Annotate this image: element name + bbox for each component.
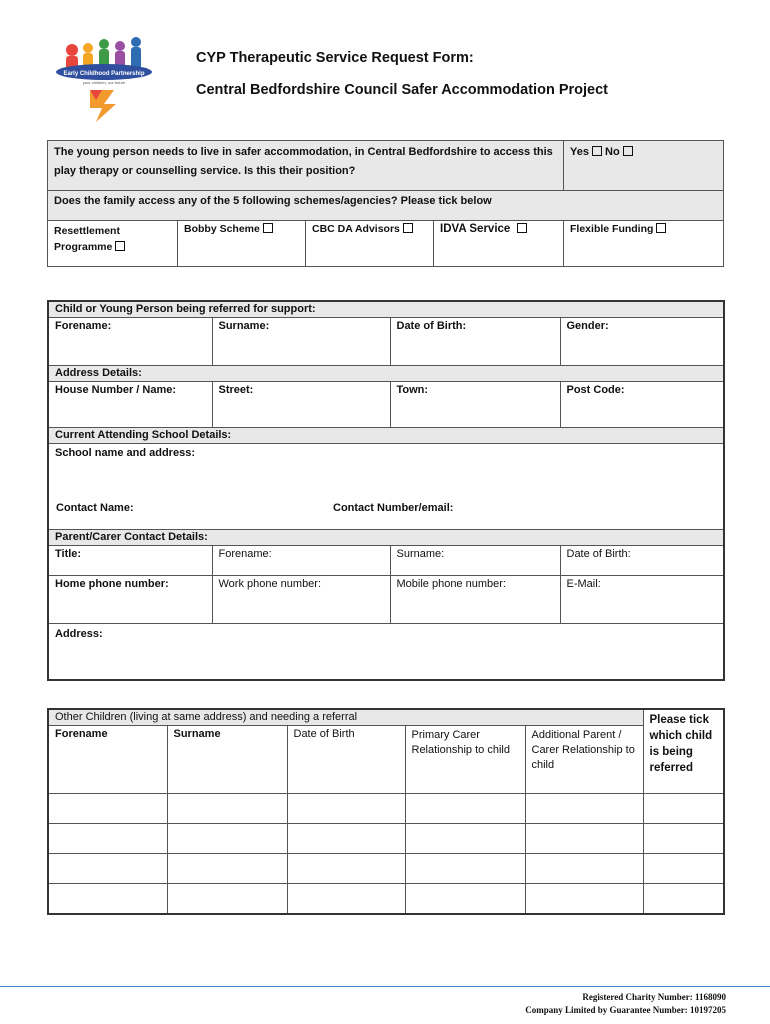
address-heading: Address Details: — [48, 366, 724, 382]
child-dob[interactable]: Date of Birth: — [390, 318, 560, 366]
carer-heading: Parent/Carer Contact Details: — [48, 530, 724, 546]
idva-checkbox[interactable] — [517, 223, 527, 233]
school-heading: Current Attending School Details: — [48, 428, 724, 444]
cell[interactable] — [167, 884, 287, 914]
tick-cell[interactable] — [643, 794, 724, 824]
cell[interactable] — [405, 824, 525, 854]
form-title: CYP Therapeutic Service Request Form: — [196, 50, 474, 66]
other-children-table — [47, 708, 725, 915]
cell[interactable] — [525, 824, 643, 854]
table-row — [48, 854, 724, 884]
cell[interactable] — [287, 884, 405, 914]
footer-divider — [0, 986, 770, 987]
tick-column-header: Please tick which child is being referred — [643, 709, 724, 794]
tick-cell[interactable] — [643, 884, 724, 914]
flexible-checkbox[interactable] — [656, 223, 666, 233]
mobile-phone-field[interactable]: Mobile phone number: — [390, 576, 560, 624]
carer-address-field[interactable]: Address: — [48, 624, 724, 680]
school-name-label: School name and address: — [55, 447, 195, 459]
col-additional-parent: Additional Parent / Carer Relationship to child — [525, 726, 643, 794]
no-label: No — [605, 146, 620, 158]
cell[interactable] — [405, 854, 525, 884]
no-checkbox[interactable] — [623, 146, 633, 156]
cell[interactable] — [48, 854, 167, 884]
cell[interactable] — [48, 824, 167, 854]
carer-dob-field[interactable]: Date of Birth: — [560, 546, 724, 576]
cbc-checkbox[interactable] — [403, 223, 413, 233]
eligibility-table — [47, 140, 724, 267]
home-phone-field[interactable]: Home phone number: — [48, 576, 212, 624]
cell[interactable] — [405, 794, 525, 824]
cell[interactable] — [287, 824, 405, 854]
cell[interactable] — [405, 884, 525, 914]
table-row — [48, 794, 724, 824]
contact-number-label: Contact Number/email: — [333, 502, 454, 514]
child-gender[interactable]: Gender: — [560, 318, 724, 366]
contact-name-label: Contact Name: — [56, 502, 134, 514]
schemes-question: Does the family access any of the 5 following schemes/agencies? Please tick below — [48, 191, 724, 221]
yes-checkbox[interactable] — [592, 146, 602, 156]
postcode-field[interactable]: Post Code: — [560, 382, 724, 428]
cell[interactable] — [525, 794, 643, 824]
col-forename: Forename — [48, 726, 167, 794]
child-surname[interactable]: Surname: — [212, 318, 390, 366]
referral-table — [47, 300, 725, 681]
cell[interactable] — [167, 854, 287, 884]
scheme-cbc: CBC DA Advisors — [306, 221, 434, 267]
carer-forename-field[interactable]: Forename: — [212, 546, 390, 576]
cell[interactable] — [48, 884, 167, 914]
scheme-flexible: Flexible Funding — [564, 221, 724, 267]
cell[interactable] — [167, 824, 287, 854]
table-row — [48, 824, 724, 854]
bobby-checkbox[interactable] — [263, 223, 273, 233]
svg-text:your children, our future: your children, our future — [82, 80, 126, 85]
others-heading: Other Children (living at same address) and needing a referral — [48, 709, 643, 726]
cell[interactable] — [48, 794, 167, 824]
partnership-logo — [52, 28, 160, 124]
cell[interactable] — [287, 794, 405, 824]
charity-number: Registered Charity Number: 1168090 — [582, 992, 726, 1002]
scheme-idva: IDVA Service — [434, 221, 564, 267]
eligibility-question: The young person needs to live in safer accommodation, in Central Bedfordshire to access this play therapy or counselling service. Is this their position? — [48, 141, 564, 191]
svg-text:Early Childhood Partnership: Early Childhood Partnership — [63, 71, 145, 77]
yes-label: Yes — [570, 146, 589, 158]
tick-cell[interactable] — [643, 854, 724, 884]
yes-no-cell — [564, 141, 724, 191]
email-field[interactable]: E-Mail: — [560, 576, 724, 624]
form-subtitle: Central Bedfordshire Council Safer Accommodation Project — [196, 82, 608, 98]
town-field[interactable]: Town: — [390, 382, 560, 428]
col-dob: Date of Birth — [287, 726, 405, 794]
child-heading: Child or Young Person being referred for support: — [48, 301, 724, 318]
cell[interactable] — [167, 794, 287, 824]
tick-cell[interactable] — [643, 824, 724, 854]
table-row — [48, 884, 724, 914]
school-details-field[interactable] — [48, 444, 724, 530]
street-field[interactable]: Street: — [212, 382, 390, 428]
carer-surname-field[interactable]: Surname: — [390, 546, 560, 576]
cell[interactable] — [525, 854, 643, 884]
col-surname: Surname — [167, 726, 287, 794]
house-number-field[interactable]: House Number / Name: — [48, 382, 212, 428]
cell[interactable] — [525, 884, 643, 914]
col-primary-carer: Primary Carer Relationship to child — [405, 726, 525, 794]
carer-title-field[interactable]: Title: — [48, 546, 212, 576]
resettlement-checkbox[interactable] — [115, 241, 125, 251]
company-number: Company Limited by Guarantee Number: 10197205 — [525, 1005, 726, 1015]
work-phone-field[interactable]: Work phone number: — [212, 576, 390, 624]
cell[interactable] — [287, 854, 405, 884]
scheme-bobby: Bobby Scheme — [178, 221, 306, 267]
scheme-resettlement: Resettlement Programme — [48, 221, 178, 267]
child-forename[interactable]: Forename: — [48, 318, 212, 366]
